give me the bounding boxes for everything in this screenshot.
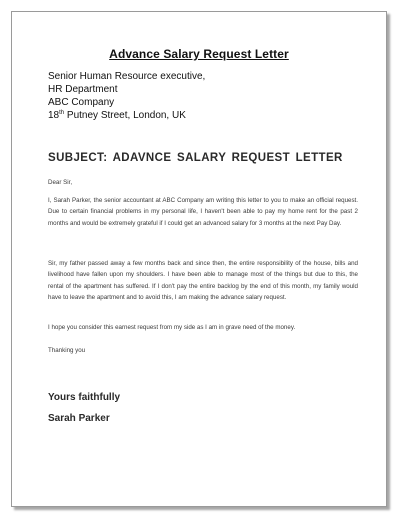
- letter-signoff: Yours faithfully: [48, 392, 121, 403]
- recipient-street: [48, 109, 205, 122]
- letter-thanks: Thanking you: [48, 347, 86, 354]
- street-name: Putney Street, London, UK: [64, 110, 186, 121]
- letter-paragraph-2: Sir, my father passed away a few months back and since then, the entire responsibility of the house, bills and livelihood have fallen upon my shoulders. I have been able to manage most of the things but due to this, the rental of the apartment has suffered. If I don't pay the entire backlog by the end of this month, my family would have to leave the apartment and to avoid this, I am making the advance salary request.: [48, 260, 358, 302]
- letter-signature: Sarah Parker: [48, 413, 110, 424]
- letter-paragraph-1: I, Sarah Parker, the senior accountant at ABC Company am writing this letter to you to make an official request. Due to certain financial problems in my personal life, I haven't been able to pay my home rent for the past 2 months and would be extremely grateful if I could get an advanced salary for 3 months at the next Pay Day.: [48, 197, 358, 227]
- recipient-address: [48, 70, 205, 122]
- street-number-suffix: th: [59, 110, 65, 116]
- letter-paragraph-3: I hope you consider this earnest request from my side as I am in grave need of the money.: [48, 324, 296, 331]
- letter-title: Advance Salary Request Letter: [109, 47, 289, 61]
- letter-subject: SUBJECT: ADAVNCE SALARY REQUEST LETTER: [48, 152, 343, 164]
- letter-greeting: Dear Sir,: [48, 179, 73, 186]
- recipient-company: ABC Company: [48, 97, 115, 108]
- street-number: 18: [48, 110, 60, 121]
- letter-page: [11, 11, 387, 507]
- recipient-department: HR Department: [48, 84, 118, 95]
- recipient-title: Senior Human Resource executive,: [48, 71, 206, 82]
